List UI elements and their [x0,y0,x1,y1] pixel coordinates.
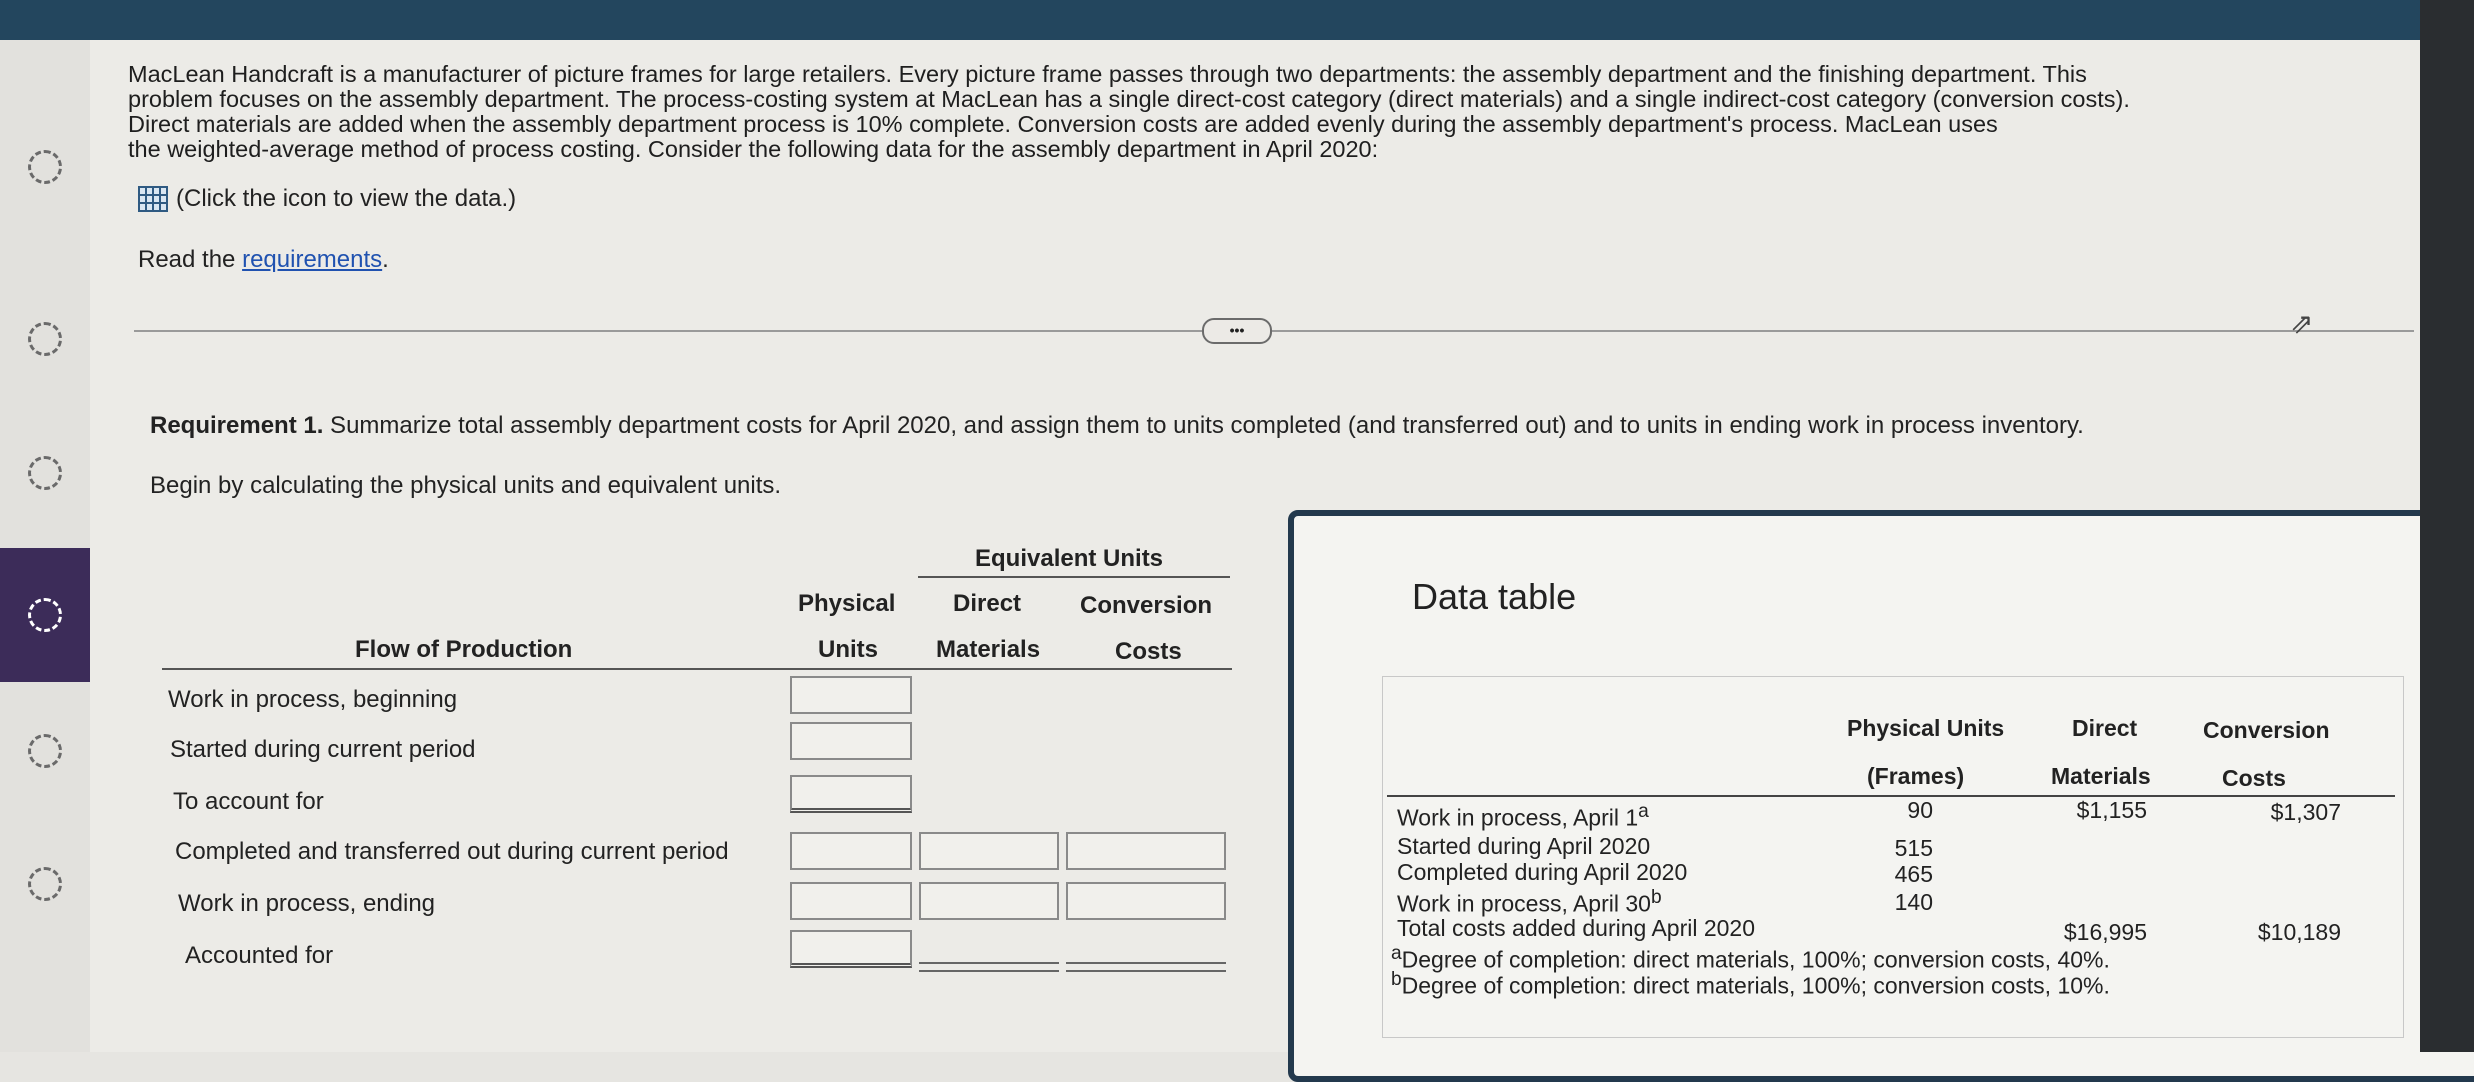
physical-header: Physical [798,590,896,617]
question-sidebar [0,40,91,1052]
data-table-popup [1288,510,2474,1082]
direct-header: Direct [953,590,1022,617]
data-row-units: 90 [1907,797,1933,823]
accounted-for-units-input[interactable] [790,930,912,968]
view-data-link[interactable] [138,185,516,213]
completed-dm-input[interactable] [919,832,1059,870]
data-row-label: Total costs added during April 2020 [1397,915,1756,941]
question-status-icon [28,150,62,184]
question-status-icon [28,322,62,356]
read-suffix: . [382,246,389,273]
row-completed: Completed and transferred out during current period [175,838,729,865]
data-table-icon[interactable] [138,186,168,212]
read-requirements [138,246,389,274]
footnote-a: $^a$Degree of completion: direct materials, 100%; conversion costs, 40%. [1391,943,2110,973]
requirement-1 [150,412,2084,440]
wip-ending-dm-input[interactable] [919,882,1059,920]
data-row-label: Work in process, April 1$^a$ [1397,801,1649,831]
question-nav-1[interactable] [0,100,90,234]
data-table [1382,676,2404,1038]
intro-line: MacLean Handcraft is a manufacturer of picture frames for large retailers. Every picture frame passes through two departments: the assembly department and the finishing department. This [128,61,2087,87]
equivalent-units-header: Equivalent Units [975,545,1164,572]
popup-title: Data table [1412,576,1577,617]
wip-beginning-units-input[interactable] [790,676,912,714]
data-row-dm: $1,155 [2076,797,2147,823]
requirement-label: Requirement 1. [150,412,324,439]
mouse-cursor-icon: ⇗ [2290,308,2314,339]
row-started: Started during current period [170,736,476,763]
completed-units-input[interactable] [790,832,912,870]
question-nav-4-active[interactable] [0,548,90,682]
row-wip-ending: Work in process, ending [178,890,436,917]
costs-header: Costs [1115,638,1182,665]
conversion-header: Conversion [1080,592,1213,619]
costs-header: Costs [2222,765,2286,791]
question-status-icon [28,867,62,901]
started-units-input[interactable] [790,722,912,760]
table-header-rule [162,668,1232,670]
wip-ending-cc-input[interactable] [1066,882,1226,920]
frames-header: (Frames) [1867,763,1965,789]
data-row-label: Completed during April 2020 [1397,859,1688,885]
data-row-label: Started during April 2020 [1397,833,1651,859]
row-to-account-for: To account for [173,788,324,815]
question-status-icon [28,598,62,632]
expand-more-button[interactable]: ••• [1202,318,1272,344]
begin-instruction: Begin by calculating the physical units and equivalent units. [150,472,782,499]
flow-header: Flow of Production [355,636,573,663]
units-header: Units [818,636,878,663]
data-row-label: Work in process, April 30$^b$ [1397,887,1662,917]
data-row-units: 140 [1894,889,1933,915]
question-status-icon [28,456,62,490]
intro-line: Direct materials are added when the assembly department process is 10% complete. Conversion costs are added evenly during the assembly department's process. MacLean uses [128,111,1998,137]
completed-cc-input[interactable] [1066,832,1226,870]
intro-line: problem focuses on the assembly department. The process-costing system at MacLean has a single direct-cost category (direct materials) and a single indirect-cost category (conversion costs). [128,86,2130,112]
data-row-units: 465 [1894,861,1933,887]
accounted-for-dm-total [919,962,1059,972]
wip-ending-units-input[interactable] [790,882,912,920]
row-accounted-for: Accounted for [185,942,334,969]
to-account-for-units-input[interactable] [790,775,912,813]
physical-units-header: Physical Units [1847,715,2005,741]
direct-header: Direct [2072,715,2138,741]
question-nav-5[interactable] [0,684,90,818]
requirements-link[interactable]: requirements [242,246,383,273]
question-status-icon [28,734,62,768]
materials-header: Materials [936,636,1041,663]
footnote-b: $^b$Degree of completion: direct materials, 100%; conversion costs, 10%. [1391,969,2110,999]
row-wip-beginning: Work in process, beginning [168,686,458,713]
data-row-cc: $1,307 [2270,799,2341,825]
conversion-header: Conversion [2203,717,2330,743]
read-prefix: Read the [138,246,243,273]
header-rule [918,576,1230,578]
data-row-cc: $10,189 [2257,919,2341,945]
window-edge [2420,0,2474,1052]
materials-header: Materials [2051,763,2151,789]
data-row-units: 515 [1894,835,1933,861]
requirement-text: Summarize total assembly department costs for April 2020, and assign them to units completed (and transferred out) and to units in ending work in process inventory. [323,412,2084,439]
accounted-for-cc-total [1066,962,1226,972]
section-divider [134,330,2414,332]
data-row-dm: $16,995 [2063,919,2147,945]
view-data-text: (Click the icon to view the data.) [176,185,517,212]
problem-intro [128,62,2458,162]
question-nav-3[interactable] [0,406,90,540]
question-nav-2[interactable] [0,272,90,406]
intro-line: the weighted-average method of process costing. Consider the following data for the assembly department in April 2020: [128,136,1379,162]
top-bar [0,0,2474,40]
question-nav-6[interactable] [0,817,90,951]
